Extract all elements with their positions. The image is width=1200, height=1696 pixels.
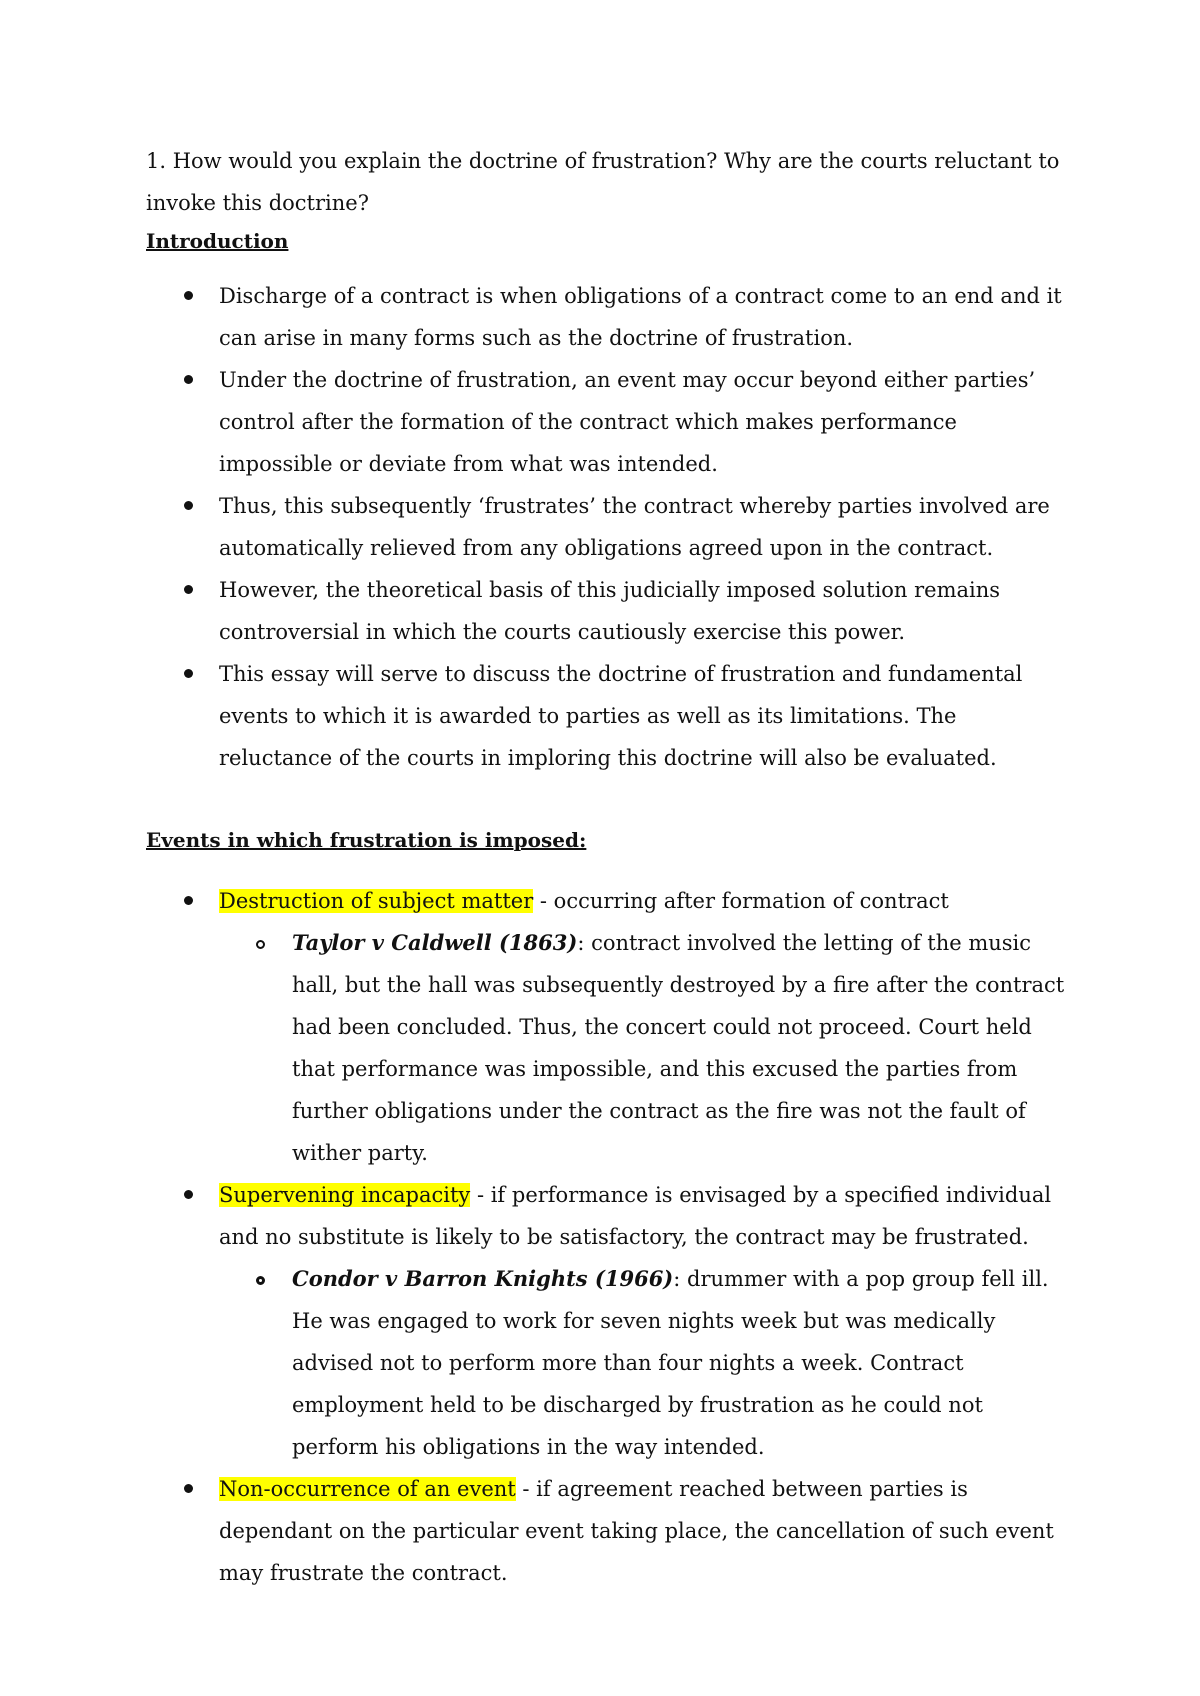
bullet-icon [184, 501, 193, 510]
events-list [146, 880, 1066, 1594]
case-item: Taylor v Caldwell (1863): contract involved the letting of the music hall, but the hall was subsequently destroyed by a fire after the contract had been concluded. Thus, the concert could not proceed. Court held that performance was impossible, and this excused the parties from further obligations under the contract as the fire was not the fault of wither party. [219, 922, 1066, 1174]
list-item: However, the theoretical basis of this judicially imposed solution remains controversial in which the courts cautiously exercise this power. [146, 569, 1066, 653]
bullet-icon [184, 291, 193, 300]
bullet-icon [184, 1484, 193, 1493]
bullet-icon [184, 375, 193, 384]
circle-bullet-icon [256, 1276, 265, 1285]
case-name: Taylor v Caldwell (1863) [292, 930, 578, 955]
list-item: Supervening incapacity - if performance is envisaged by a specified individual and no substitute is likely to be satisfactory, the contract may be frustrated. Condor v Barron Knights (1966): drummer with a pop group fell ill. He was engaged to work for seven nights week but was medically advised not to perform more than four nights a week. Contract employment held to be discharged by frustration as he could not perform his obligations in the way intended. [146, 1174, 1066, 1468]
events-heading: Events in which frustration is imposed: [146, 828, 587, 852]
list-item: Under the doctrine of frustration, an event may occur beyond either parties’ control after the formation of the contract which makes performance impossible or deviate from what was intended. [146, 359, 1066, 485]
bullet-icon [184, 896, 193, 905]
bullet-icon [184, 585, 193, 594]
bullet-icon [184, 1190, 193, 1199]
case-list [219, 922, 1066, 1174]
question-text: 1. How would you explain the doctrine of frustration? Why are the courts reluctant to invoke this doctrine? [146, 149, 1060, 215]
introduction-list [146, 275, 1066, 779]
introduction-heading: Introduction [146, 229, 289, 253]
circle-bullet-icon [256, 940, 265, 949]
list-item: This essay will serve to discuss the doctrine of frustration and fundamental events to which it is awarded to parties as well as its limitations. The reluctance of the courts in imploring this doctrine will also be evaluated. [146, 653, 1066, 779]
highlighted-term: Non-occurrence of an event [219, 1477, 516, 1501]
case-list [219, 1258, 1066, 1468]
case-name: Condor v Barron Knights (1966) [292, 1266, 674, 1291]
list-item: Destruction of subject matter - occurring after formation of contract Taylor v Caldwell (1863): contract involved the letting of the music hall, but the hall was subsequently destroyed by a fire after the contract had been concluded. Thus, the concert could not proceed. Court held that performance was impossible, and this excused the parties from further obligations under the contract as the fire was not the fault of wither party. [146, 880, 1066, 1174]
list-item: Thus, this subsequently ‘frustrates’ the contract whereby parties involved are automatically relieved from any obligations agreed upon in the contract. [146, 485, 1066, 569]
highlighted-term: Supervening incapacity [219, 1183, 471, 1207]
list-item: Non-occurrence of an event - if agreement reached between parties is dependant on the particular event taking place, the cancellation of such event may frustrate the contract. [146, 1468, 1066, 1594]
highlighted-term: Destruction of subject matter [219, 889, 534, 913]
list-item: Discharge of a contract is when obligations of a contract come to an end and it can arise in many forms such as the doctrine of frustration. [146, 275, 1066, 359]
bullet-icon [184, 669, 193, 678]
case-item: Condor v Barron Knights (1966): drummer with a pop group fell ill. He was engaged to work for seven nights week but was medically advised not to perform more than four nights a week. Contract employment held to be discharged by frustration as he could not perform his obligations in the way intended. [219, 1258, 1066, 1468]
